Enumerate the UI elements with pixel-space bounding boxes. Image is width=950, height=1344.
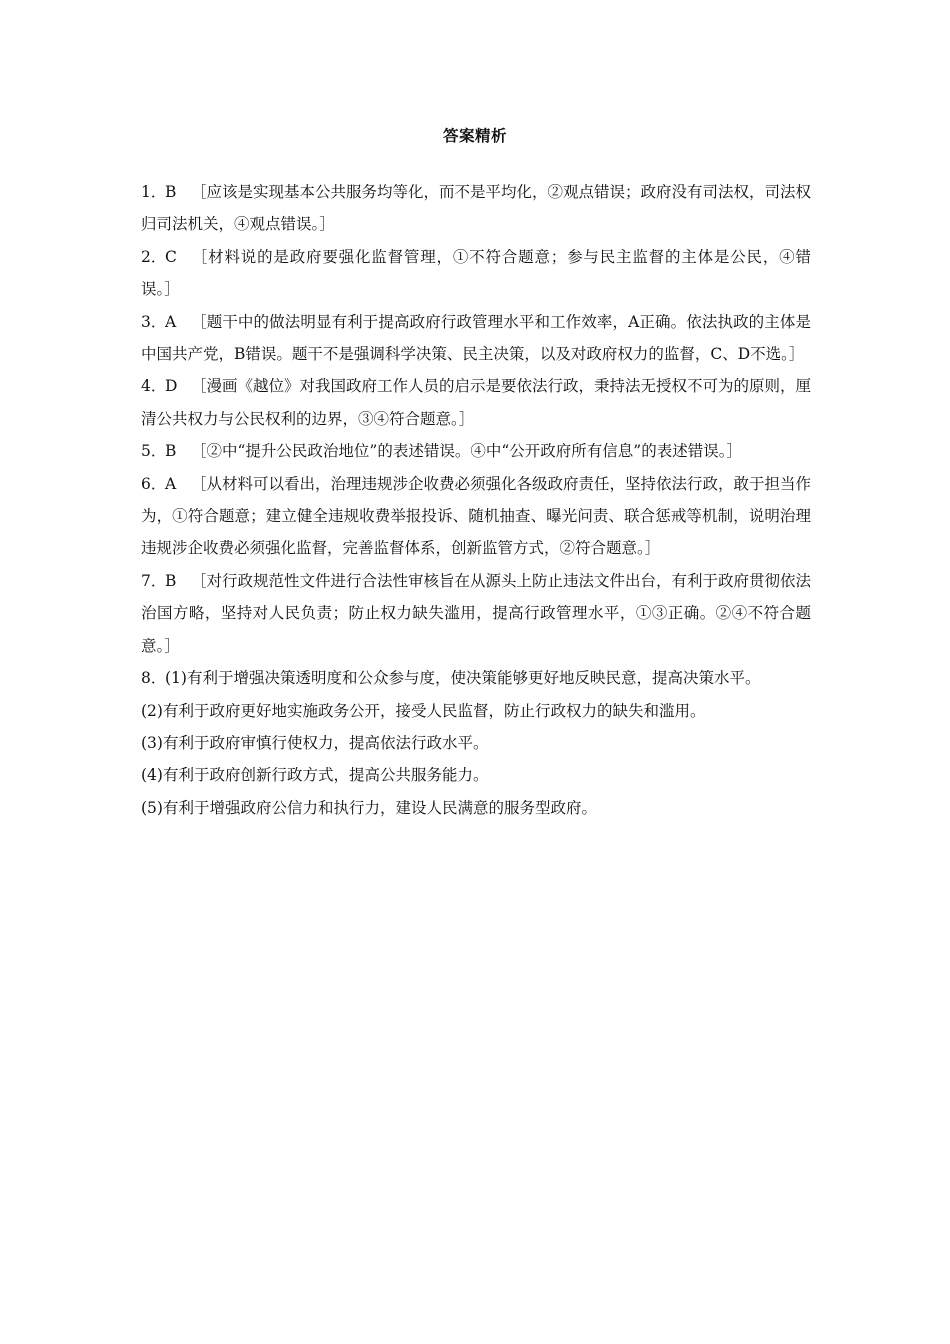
page-title: 答案精析 [442, 127, 507, 145]
answer-explanation: ［②中“提升公民政治地位”的表述错误。④中“公开政府所有信息”的表述错误。］ [191, 442, 742, 461]
answer-number: 1． [141, 183, 167, 201]
answer-point-5: (5)有利于增强政府公信力和执行力，建设人民满意的服务型政府。 [141, 798, 597, 817]
answer-explanation: ［应该是实现基本公共服务均等化，而不是平均化，②观点错误；政府没有司法权，司法权归司法机关，④观点错误。］ [141, 183, 812, 234]
answer-choice: B [165, 442, 177, 461]
answer-explanation: ［材料说的是政府要强化监督管理，①不符合题意；参与民主监督的主体是公民，④错误。］ [141, 247, 811, 299]
answer-point-4: (4)有利于政府创新行政方式，提高公共服务能力。 [141, 766, 489, 785]
answer-number: 3． [141, 312, 167, 331]
answer-item-5 [141, 435, 811, 467]
answer-item-3 [141, 306, 811, 371]
answer-explanation: ［题干中的做法明显有利于提高政府行政管理水平和工作效率，A正确。依法执政的主体是中国共产党，B错误。题干不是强调科学决策、民主决策，以及对政府权力的监督，C、D不选。］ [141, 312, 811, 364]
answer-explanation: ［对行政规范性文件进行合法性审核旨在从源头上防止违法文件出台，有利于政府贯彻依法治国方略，坚持对人民负责；防止权力缺失滥用，提高行政管理水平，①③正确。②④不符合题意。］ [141, 571, 812, 655]
answer-number: 6． [141, 474, 167, 493]
answer-item-2 [141, 241, 811, 306]
answer-choice: C [165, 247, 177, 266]
answer-item-1 [141, 176, 811, 241]
answer-point-2: (2)有利于政府更好地实施政务公开，接受人民监督，防止行政权力的缺失和滥用。 [141, 701, 706, 720]
answer-choice: D [165, 377, 178, 396]
answer-item-6 [141, 468, 811, 565]
answer-number: 7． [141, 571, 167, 590]
answer-explanation: ［漫画《越位》对我国政府工作人员的启示是要依法行政，秉持法无授权不可为的原则，厘清公共权力与公民权利的边界，③④符合题意。］ [141, 377, 812, 428]
answer-item-4 [141, 370, 811, 435]
answer-explanation: ［从材料可以看出，治理违规涉企收费必须强化各级政府责任，坚持依法行政，敢于担当作为，①符合题意；建立健全违规收费举报投诉、随机抽查、曝光问责、联合惩戒等机制，说明治理违规涉企收费必须强化监督，完善监督体系，创新监管方式，②符合题意。］ [141, 474, 812, 558]
answer-number: 4． [141, 377, 167, 396]
answer-item-7 [141, 565, 811, 662]
answer-point-3: (3)有利于政府审慎行使权力，提高依法行政水平。 [141, 733, 489, 752]
answer-list [141, 176, 811, 824]
answer-number: 8． [141, 669, 167, 688]
answer-choice: A [165, 474, 177, 493]
answer-choice: B [165, 183, 177, 201]
answer-choice: B [165, 571, 177, 590]
answer-item-8 [141, 662, 811, 694]
answer-number: 5． [141, 442, 167, 461]
answer-choice: A [165, 312, 177, 331]
answer-point-1: (1)有利于增强决策透明度和公众参与度，使决策能够更好地反映民意，提高决策水平。 [165, 669, 761, 688]
answer-number: 2． [141, 247, 167, 266]
